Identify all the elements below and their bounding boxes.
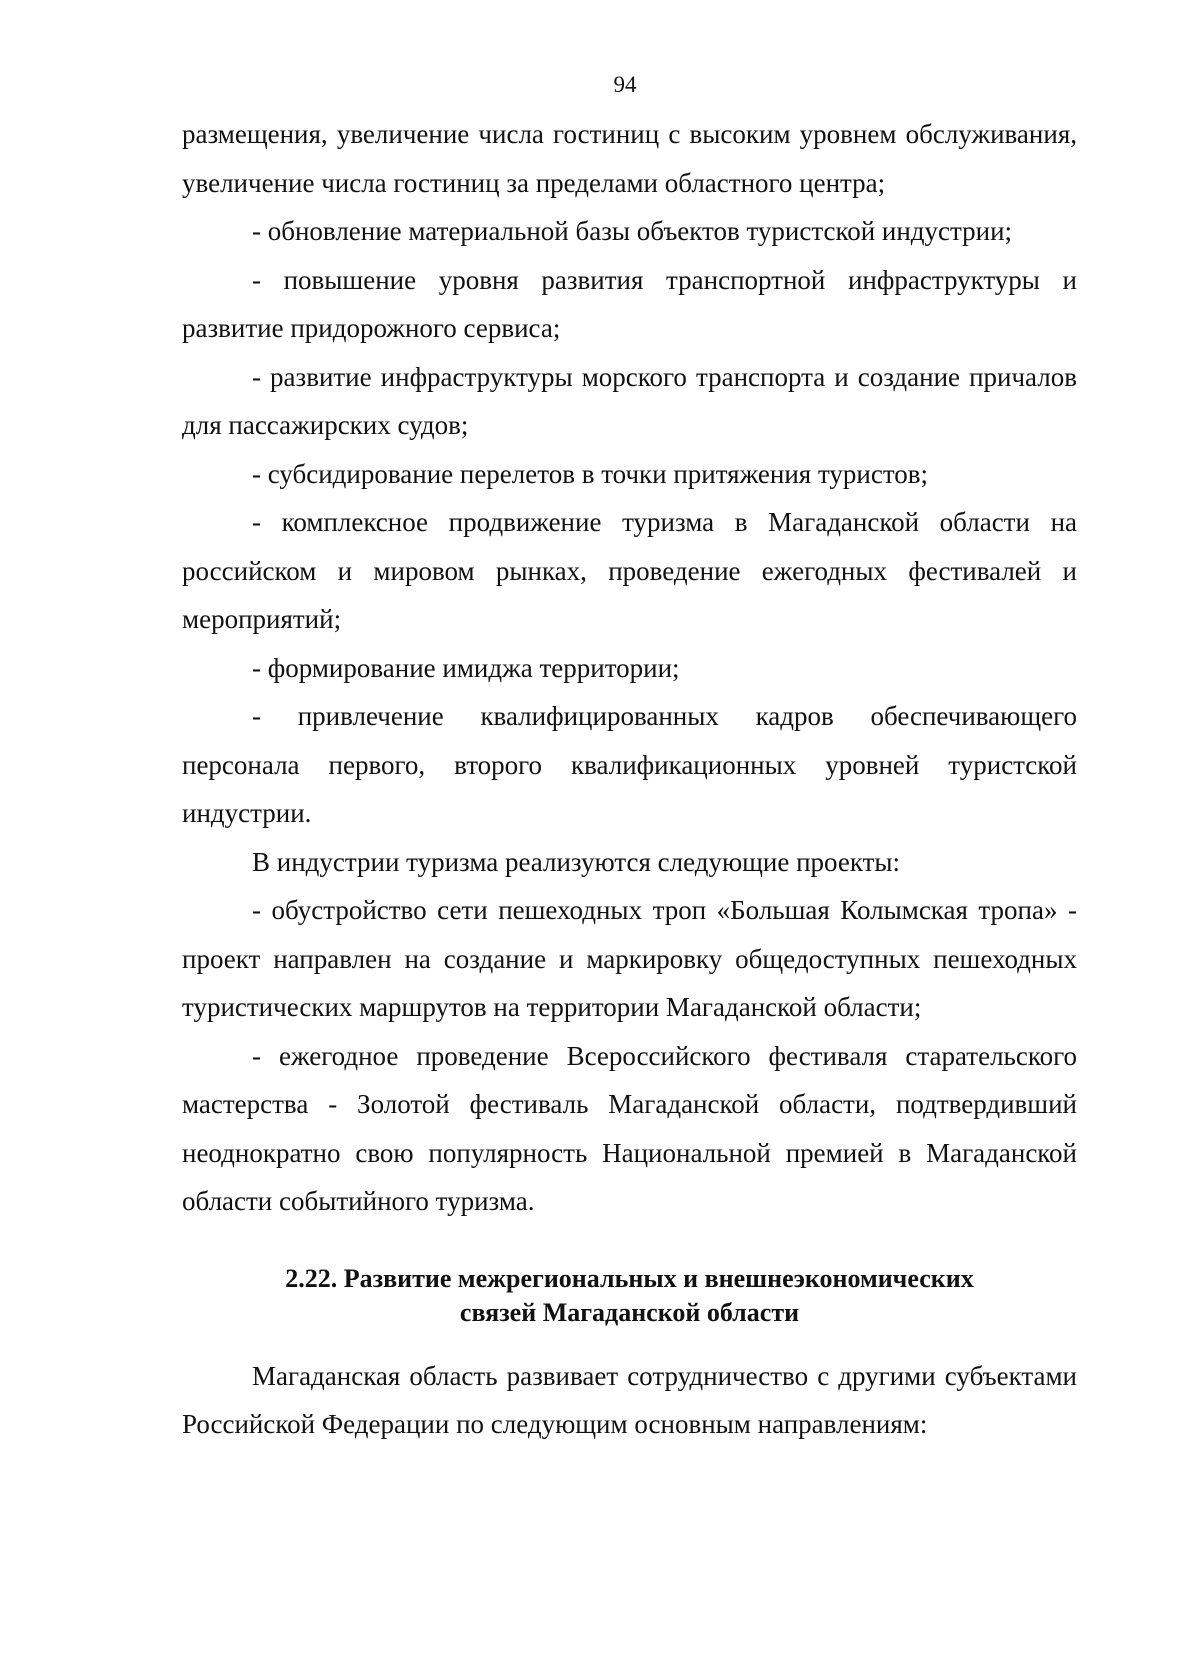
section-heading	[182, 1262, 1077, 1330]
paragraph: размещения, увеличение числа гостиниц с высоким уровнем обслуживания, увеличение числа гостиниц за пределами областного центра;	[182, 119, 1077, 198]
paragraph: В индустрии туризма реализуются следующие проекты:	[252, 846, 901, 877]
list-item: - обновление материальной базы объектов туристской индустрии;	[252, 216, 1013, 246]
list-item: - формирование имиджа территории;	[252, 652, 680, 683]
list-item: - привлечение квалифицированных кадров обеспечивающего персонала первого, второго квалификационных уровней туристской индустрии.	[182, 701, 1077, 828]
list-item: - ежегодное проведение Всероссийского фестиваля старательского мастерства - Золотой фестиваль Магаданской области, подтвердивший неоднократно свою популярность Национальной премией в Магаданской области событийного туризма.	[182, 1040, 1077, 1216]
page-number: 94	[613, 72, 637, 97]
list-item: - субсидирование перелетов в точки притяжения туристов;	[252, 458, 929, 489]
section-heading-line: связей Магаданской области	[459, 1297, 800, 1327]
section-heading-line: 2.22. Развитие межрегиональных и внешнеэкономических	[285, 1263, 974, 1293]
list-item: - обустройство сети пешеходных троп «Большая Колымская тропа» - проект направлен на создание и маркировку общедоступных пешеходных туристических маршрутов на территории Магаданской области;	[182, 895, 1077, 1022]
list-item: - развитие инфраструктуры морского транспорта и создание причалов для пассажирских судов;	[182, 361, 1077, 440]
list-item: - комплексное продвижение туризма в Магаданской области на российском и мировом рынках, проведение ежегодных фестивалей и мероприятий;	[182, 507, 1077, 634]
paragraph: Магаданская область развивает сотрудничество с другими субъектами Российской Федерации по следующим основным направлениям:	[182, 1360, 1077, 1439]
list-item: - повышение уровня развития транспортной инфраструктуры и развитие придорожного сервиса;	[182, 264, 1077, 343]
document-body	[182, 110, 1077, 1449]
